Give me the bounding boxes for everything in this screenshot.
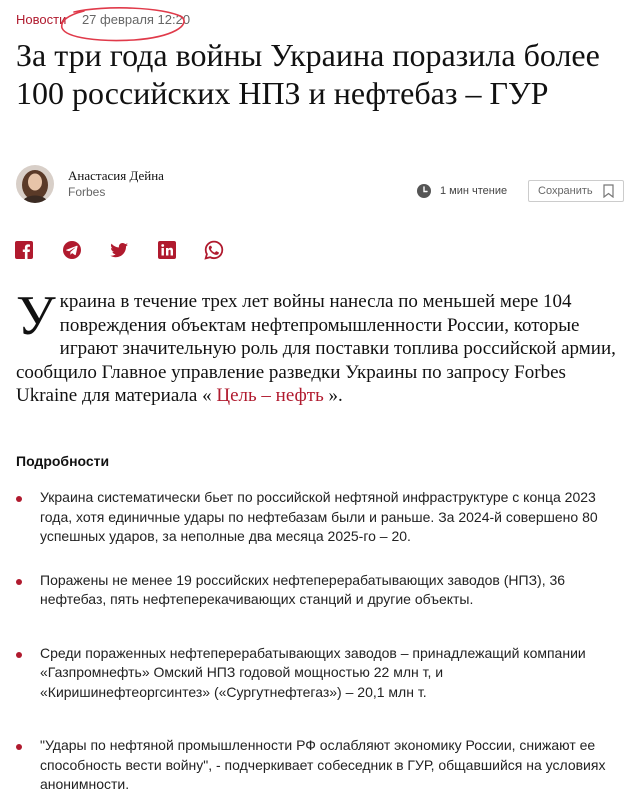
- publish-date: 27 февраля 12:20: [81, 12, 191, 27]
- author-photo: [16, 165, 54, 203]
- article-meta: [16, 12, 190, 27]
- list-item: Поражены не менее 19 российских нефтеперерабатывающих заводов (НПЗ), 36 нефтебаз, пять нефтеперекачивающих станций и другие объекты.: [16, 571, 606, 610]
- telegram-icon[interactable]: [62, 240, 82, 260]
- list-item: Украина систематически бьет по российской нефтяной инфраструктуре с конца 2023 года, хотя единичные удары по нефтебазам были и раньше. За 2024-й совершено 80 успешных ударов, за неполные два месяца 2025-го – 20.: [16, 488, 606, 547]
- details-heading: Подробности: [16, 453, 110, 469]
- save-button[interactable]: [528, 180, 624, 202]
- author-name[interactable]: Анастасия Дейна: [68, 168, 164, 183]
- author-avatar[interactable]: [16, 165, 54, 203]
- lead-paragraph: [16, 285, 621, 408]
- twitter-icon[interactable]: [109, 240, 129, 260]
- author-org: Forbes: [68, 185, 106, 199]
- article-title: За три года войны Украина поразила более 100 российских НПЗ и нефтебаз – ГУР: [16, 37, 600, 111]
- list-item: Среди пораженных нефтеперерабатывающих заводов – принадлежащий компании «Газпромнефть» Омский НПЗ годовой мощностью 22 млн т, и «Киришинефтеоргсинтез» («Сургутнефтегаз») – 20,1 млн т.: [16, 644, 606, 703]
- category-link[interactable]: Новости: [16, 12, 67, 27]
- read-time: 1 мин чтение: [440, 185, 508, 197]
- related-article-link[interactable]: Цель – нефть: [216, 385, 324, 407]
- lead-tail: ».: [323, 385, 343, 407]
- clock-icon: [416, 183, 432, 199]
- list-item: "Удары по нефтяной промышленности РФ ослабляют экономику России, снижают ее способность вести войну", - подчеркивает собеседник в ГУР, общавшийся на условиях анонимности.: [16, 736, 606, 795]
- bookmark-icon: [603, 184, 614, 198]
- lead-text: краина в течение трех лет войны нанесла по меньшей мере 104 повреждения объектам нефтепромышленности России, которые играют значительную роль для поставки топлива российской армии, сообщило Главное управление разведки Украины по запросу Forbes Ukraine для материала «: [16, 291, 616, 407]
- whatsapp-icon[interactable]: [204, 240, 224, 260]
- save-label: Сохранить: [538, 185, 593, 197]
- linkedin-icon[interactable]: [157, 240, 177, 260]
- drop-cap: У: [16, 285, 56, 347]
- details-list: [16, 488, 606, 795]
- facebook-icon[interactable]: [14, 240, 34, 260]
